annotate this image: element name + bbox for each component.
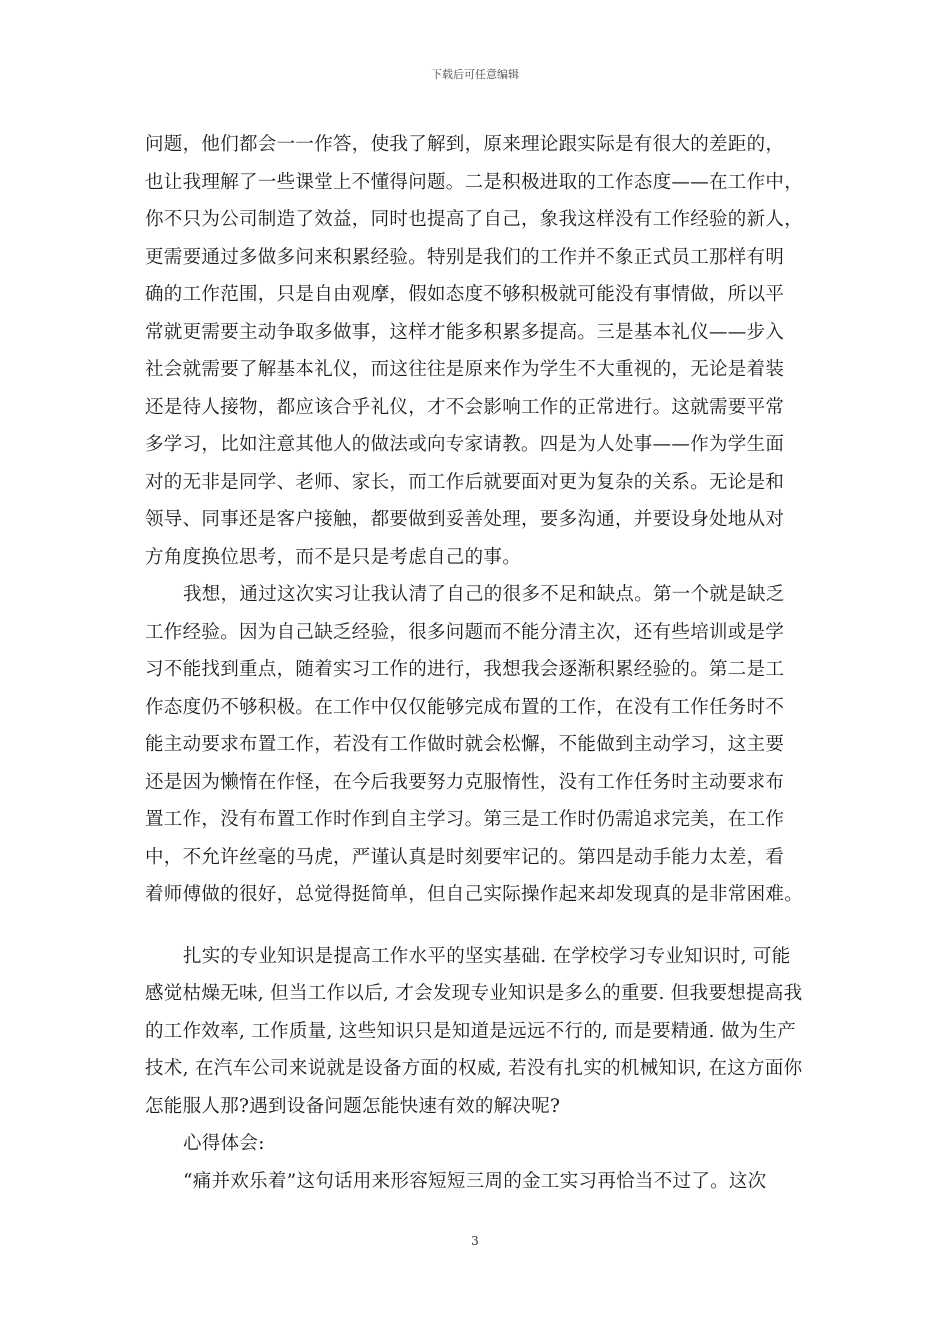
text-line: 还是因为懒惰在作怪，在今后我要努力克服惰性，没有工作任务时主动要求布: [145, 771, 785, 793]
paragraph: [145, 576, 825, 914]
text-line: 方角度换位思考，而不是只是考虑自己的事。: [145, 546, 522, 568]
text-line: 问题，他们都会一一作答，使我了解到，原来理论跟实际是有很大的差距的，: [145, 134, 785, 155]
text-line: 我想，通过这次实习让我认清了自己的很多不足和缺点。第一个就是缺乏: [183, 584, 785, 605]
paragraph: [145, 938, 825, 1126]
text-line: 多学习，比如注意其他人的做法或向专家请教。四是为人处事——作为学生面: [145, 434, 785, 455]
text-line: 工作经验。因为自己缺乏经验，很多问题而不能分清主次，还有些培训或是学: [145, 621, 785, 643]
text-line: 怎能服人那?遇到设备问题怎能快速有效的解决呢?: [145, 1095, 561, 1117]
paragraph-gap: [145, 914, 825, 938]
text-line: 能主动要求布置工作，若没有工作做时就会松懈，不能做到主动学习，这主要: [145, 734, 785, 755]
text-line: 感觉枯燥无味, 但当工作以后, 才会发现专业知识是多么的重要. 但我要想提高我: [145, 983, 803, 1004]
text-line: 领导、同事还是客户接触，都要做到妥善处理，要多沟通，并要设身处地从对: [145, 509, 785, 530]
page-header: 下载后可任意编辑: [431, 68, 519, 81]
text-line: 也让我理解了一些课堂上不懂得问题。二是积极进取的工作态度——在工作中，: [145, 171, 804, 193]
text-line: 习不能找到重点，随着实习工作的进行，我想我会逐渐积累经验的。第二是工: [145, 659, 785, 680]
text-line: 扎实的专业知识是提高工作水平的坚实基础. 在学校学习专业知识时, 可能: [183, 945, 791, 967]
text-line: 的工作效率, 工作质量, 这些知识只是知道是远远不行的, 而是要精通. 做为生产: [145, 1020, 797, 1042]
paragraph: [145, 1163, 825, 1201]
text-line: 还是待人接物，都应该合乎礼仪，才不会影响工作的正常进行。这就需要平常: [145, 396, 785, 418]
text-line: 社会就需要了解基本礼仪，而这往往是原来作为学生不大重视的，无论是着装: [145, 359, 785, 380]
page-number: 3: [471, 1234, 479, 1248]
text-line: 技术, 在汽车公司来说就是设备方面的权威, 若没有扎实的机械知识, 在这方面你: [145, 1058, 803, 1079]
text-line: 你不只为公司制造了效益，同时也提高了自己，象我这样没有工作经验的新人，: [145, 209, 804, 230]
text-line: 着师傅做的很好，总觉得挺简单，但自己实际操作起来却发现真的是非常困难。: [145, 884, 804, 905]
text-line: “痛并欢乐着”这句话用来形容短短三周的金工实习再恰当不过了。这次: [183, 1170, 767, 1192]
text-line: 置工作，没有布置工作时作到自主学习。第三是工作时仍需追求完美，在工作: [145, 809, 785, 830]
text-line: 中，不允许丝毫的马虎，严谨认真是时刻要牢记的。第四是动手能力太差，看: [145, 846, 785, 868]
text-line: 对的无非是同学、老师、家长，而工作后就要面对更为复杂的关系。无论是和: [145, 471, 785, 493]
text-line: 常就更需要主动争取多做事，这样才能多积累多提高。三是基本礼仪——步入: [145, 321, 785, 343]
text-line: 更需要通过多做多问来积累经验。特别是我们的工作并不象正式员工那样有明: [145, 246, 785, 268]
section-heading: [145, 1125, 825, 1163]
text-line: 确的工作范围，只是自由观摩，假如态度不够积极就可能没有事情做，所以平: [145, 284, 785, 305]
text-line: 作态度仍不够积极。在工作中仅仅能够完成布置的工作，在没有工作任务时不: [145, 696, 785, 718]
text-line: 心得体会:: [183, 1133, 265, 1154]
paragraph: [145, 126, 825, 576]
document-body: [145, 126, 825, 1200]
